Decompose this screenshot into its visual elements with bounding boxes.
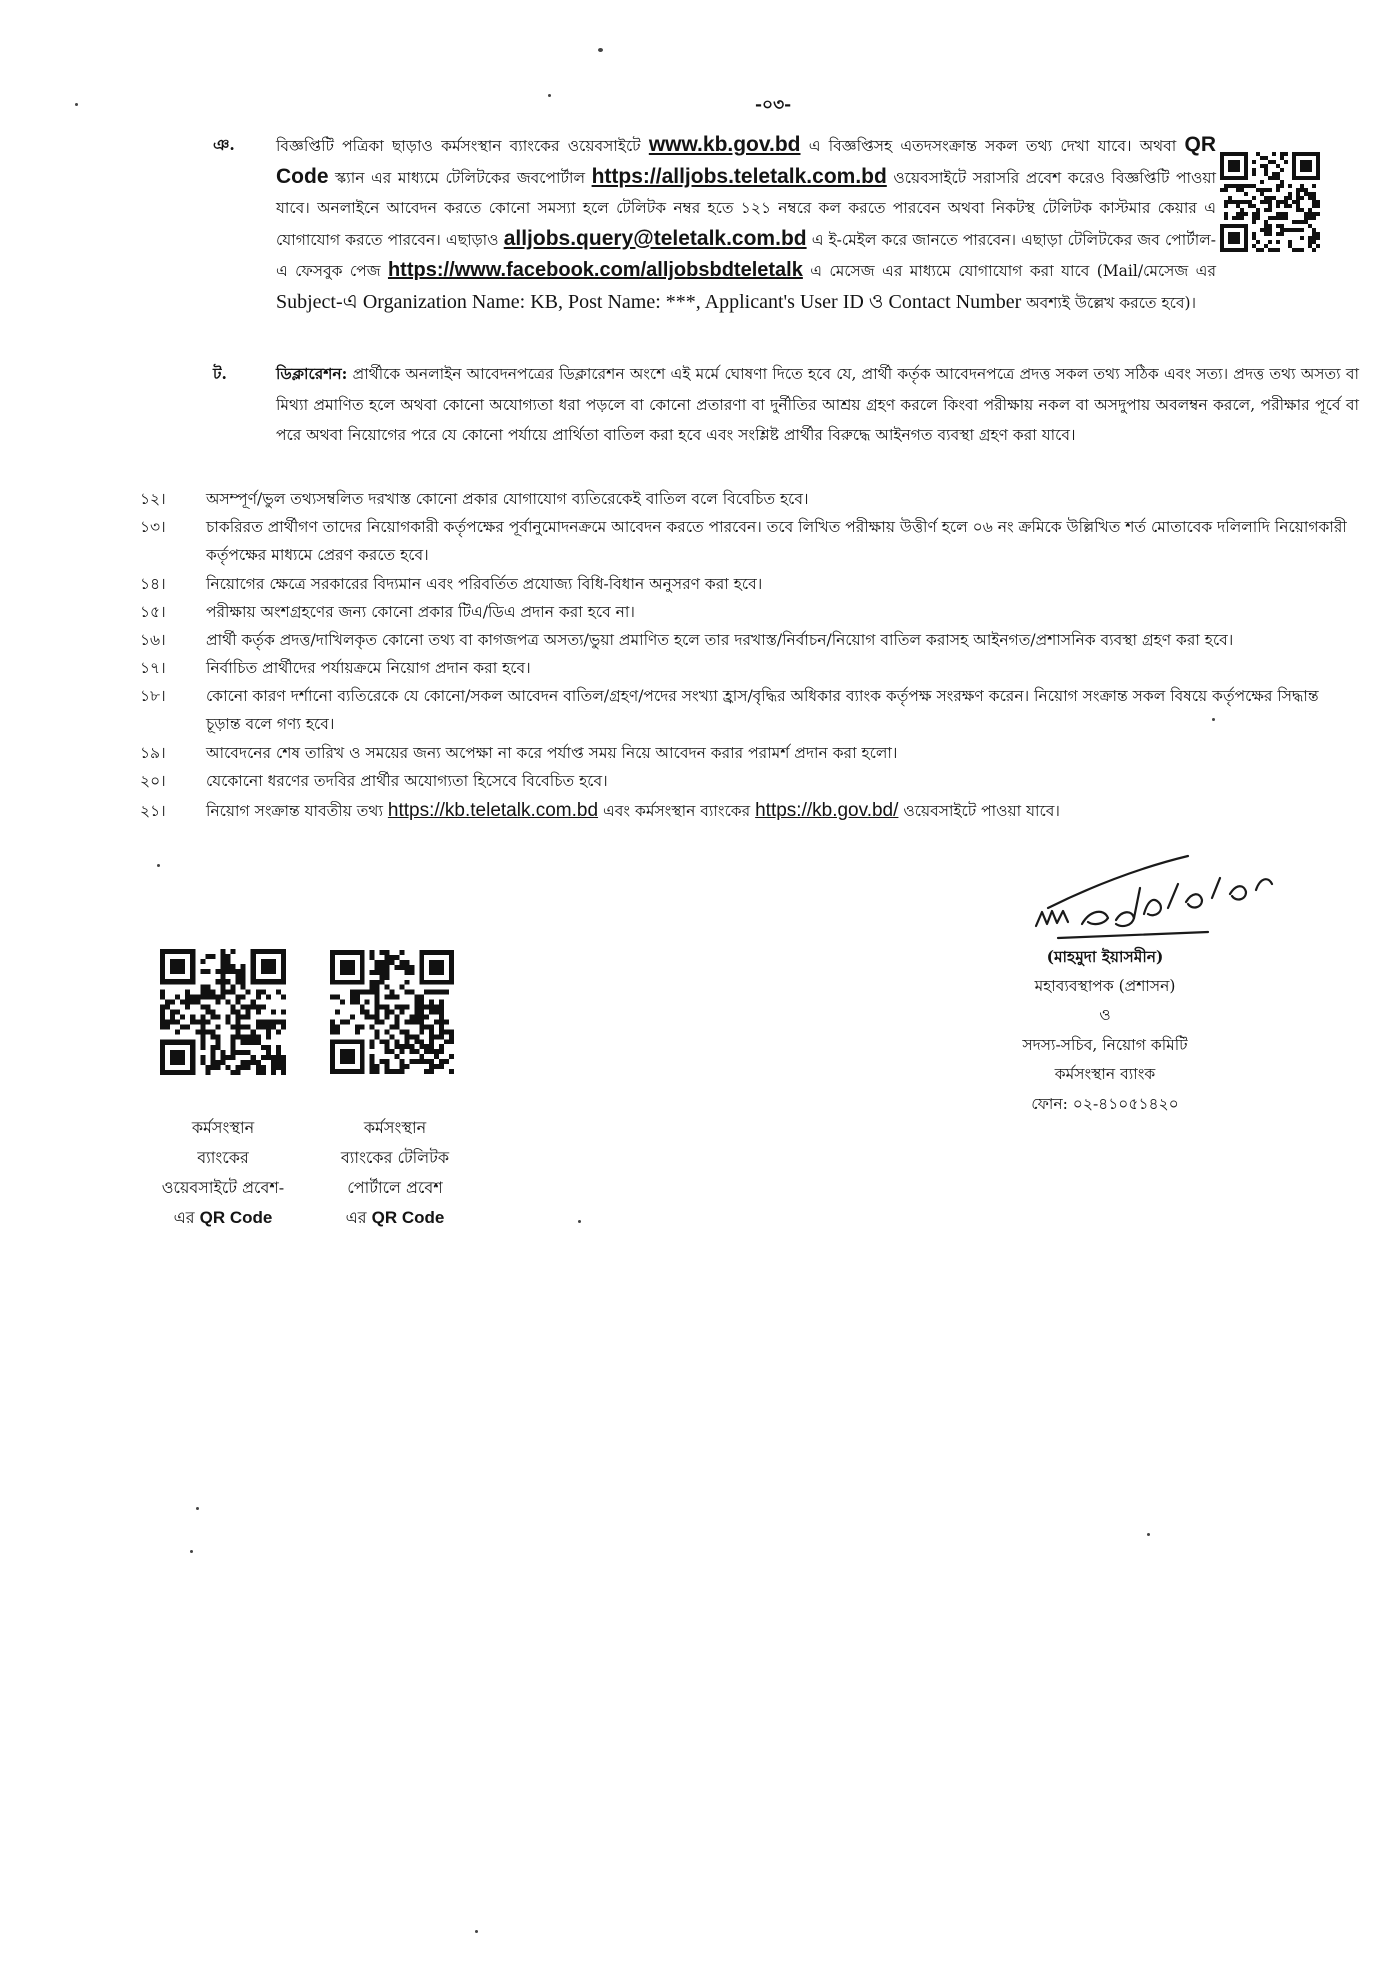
scan-speck (196, 1507, 199, 1510)
clause-marker: ট. (213, 364, 227, 383)
caption-line (310, 1203, 480, 1233)
rule-text: আবেদনের শেষ তারিখ ও সময়ের জন্য অপেক্ষা না করে পর্যাপ্ত সময় নিয়ে আবেদন করার পরামর্শ প্রদান করা হলো। (206, 744, 898, 762)
page-number: -০৩- (755, 95, 792, 115)
kb-website-link[interactable]: www.kb.gov.bd (648, 133, 801, 156)
rule-number: ১৮। (140, 687, 166, 705)
kb-website-qr-code (160, 948, 286, 1076)
rule-text: নিয়োগের ক্ষেত্রে সরকারের বিদ্যমান এবং পরিবর্তিত প্রযোজ্য বিধি-বিধান অনুসরণ করা হবে। (206, 575, 763, 593)
signatory-role: সদস্য-সচিব, নিয়োগ কমিটি (1022, 1035, 1188, 1054)
scan-speck (548, 94, 551, 97)
caption-line: ওয়েবসাইটে প্রবেশ- (161, 1178, 285, 1197)
qr-code-icon (160, 948, 286, 1076)
rule-text (206, 797, 1356, 825)
subject-instruction: Subject-এ Organization Name: KB, Post Name: ***, Applicant's User ID ও Contact Number (276, 290, 1022, 313)
declaration-label: ডিক্লারেশন: (276, 364, 348, 383)
clause-text: এ মেসেজ এর মাধ্যমে যোগাযোগ করা যাবে (Mail/মেসেজ এর (802, 262, 1216, 280)
rule-number: ১৫। (140, 603, 166, 621)
teletalk-query-email-link[interactable]: alljobs.query@teletalk.com.bd (503, 226, 807, 250)
qr-code-term: QR Code (276, 133, 1216, 188)
declaration-text: প্রার্থীকে অনলাইন আবেদনপত্রের ডিক্লারেশন অংশে এই মর্মে ঘোষণা দিতে হবে যে, প্রার্থী কর্তৃক আবেদনপত্রে প্রদত্ত সকল তথ্য সঠিক এবং সত্য। প্রদত্ত তথ্য অসত্য বা মিথ্যা প্রমাণিত হলে অথবা কোনো অযোগ্যতা ধরা পড়লে বা কোনো প্রতারণা বা দুর্নীতির আশ্রয় গ্রহণ করলে কিংবা পরীক্ষায় নকল বা অসদুপায় অবলম্বন করলে, পরীক্ষার পূর্বে বা পরে অথবা নিয়োগের পরে যে কোনো পর্যায়ে প্রার্থিতা বাতিল করা হবে এবং সংশ্লিষ্ট প্রার্থীর বিরুদ্ধে আইনগত ব্যবস্থা গ্রহণ করা যাবে। (276, 365, 1359, 444)
handwritten-signature (1018, 848, 1283, 948)
kb-gov-link[interactable]: https://kb.gov.bd/ (755, 800, 899, 821)
caption-code: QR Code (199, 1208, 273, 1227)
facebook-page-link[interactable]: https://www.facebook.com/alljobsbdteletalk (387, 259, 803, 281)
clause-text: এ বিজ্ঞপ্তিসহ এতদসংক্রান্ত সকল তথ্য দেখা যাবে। অথবা (800, 137, 1185, 155)
rule-text: নির্বাচিত প্রার্থীদের পর্যায়ক্রমে নিয়োগ প্রদান করা হবে। (206, 659, 531, 677)
signatory-organization: কর্মসংস্থান ব্যাংক (1054, 1065, 1156, 1083)
signatory-name: (মাহমুদা ইয়াসমীন) (1046, 947, 1164, 966)
rule-number: ১৭। (140, 659, 166, 677)
clause-marker: ঞ. (213, 135, 235, 154)
signatory-conjunction: ও (1099, 1006, 1111, 1024)
signatory-phone: ফোন: ০২-৪১০৫১৪২০ (1031, 1094, 1179, 1113)
clause-text: অবশ্যই উল্লেখ করতে হবে)। (1021, 293, 1197, 312)
teletalk-jobs-portal-link[interactable]: https://alljobs.teletalk.com.bd (591, 164, 887, 188)
clause-text: এ ই-মেইল করে জানতে পারবেন। এছাড়া টেলিটকের জব পোর্টাল-এ ফেসবুক পেজ (276, 230, 1216, 280)
scan-speck (157, 864, 160, 867)
caption-line: কর্মসংস্থান (191, 1118, 255, 1137)
rule-text: পরীক্ষায় অংশগ্রহণের জন্য কোনো প্রকার টিএ/ডিএ প্রদান করা হবে না। (206, 603, 635, 621)
rule-text-part: এবং কর্মসংস্থান ব্যাংকের (598, 802, 756, 820)
caption-line: কর্মসংস্থান (363, 1118, 427, 1137)
rule-number: ১৩। (140, 518, 166, 536)
caption-line: ব্যাংকের টেলিটক (340, 1148, 450, 1167)
qr-code-icon (1220, 152, 1320, 252)
teletalk-qr-caption (310, 1113, 480, 1233)
rule-text-part: ওয়েবসাইটে পাওয়া যাবে। (898, 802, 1060, 820)
scan-speck (598, 48, 603, 52)
rule-text: যেকোনো ধরণের তদবির প্রার্থীর অযোগ্যতা হিসেবে বিবেচিত হবে। (206, 772, 608, 790)
clause-text: স্ক্যান এর মাধ্যমে টেলিটকের জবপোর্টাল (328, 168, 592, 187)
clause-body (276, 359, 1359, 451)
scan-speck (578, 1220, 581, 1223)
rule-text: অসম্পূর্ণ/ভুল তথ্যসম্বলিত দরখাস্ত কোনো প্রকার যোগাযোগ ব্যতিরেকেই বাতিল বলে বিবেচিত হবে। (206, 490, 809, 508)
rule-text: কোনো কারণ দর্শানো ব্যতিরেকে যে কোনো/সকল আবেদন বাতিল/গ্রহণ/পদের সংখ্যা হ্রাস/বৃদ্ধির অধিকার ব্যাংক কর্তৃপক্ষ সংরক্ষণ করেন। নিয়োগ সংক্রান্ত সকল বিষয়ে কর্তৃপক্ষের সিদ্ধান্ত চূড়ান্ত বলে গণ্য হবে। (206, 687, 1319, 733)
clause-text: বিজ্ঞপ্তিটি পত্রিকা ছাড়াও কর্মসংস্থান ব্যাংকের ওয়েবসাইটে (276, 137, 649, 155)
teletalk-portal-qr-code (330, 948, 454, 1076)
rule-text: প্রার্থী কর্তৃক প্রদত্ত/দাখিলকৃত কোনো তথ্য বা কাগজপত্র অসত্য/ভুয়া প্রমাণিত হলে তার দরখাস্ত/নির্বাচন/নিয়োগ বাতিল করাসহ আইনগত/প্রশাসনিক ব্যবস্থা গ্রহণ করা হবে। (206, 631, 1234, 649)
rule-number: ১৪। (140, 575, 166, 593)
signatory-block (965, 942, 1245, 1119)
scan-speck (75, 103, 78, 106)
rule-number: ১৯। (140, 744, 166, 762)
rule-text-part: নিয়োগ সংক্রান্ত যাবতীয় তথ্য (206, 802, 388, 820)
caption-code: QR Code (371, 1208, 445, 1227)
qr-code-image (1220, 152, 1320, 252)
clause-body (276, 130, 1216, 318)
caption-line: পোর্টালে প্রবেশ (347, 1178, 443, 1197)
signatory-designation: মহাব্যবস্থাপক (প্রশাসন) (1034, 976, 1176, 995)
caption-text: এর (173, 1208, 200, 1227)
caption-line: ব্যাংকের (197, 1148, 249, 1167)
rule-number: ১২। (140, 490, 166, 508)
clause-text: ওয়েবসাইটে সরাসরি প্রবেশ করেও বিজ্ঞপ্তিটি পাওয়া যাবে। অনলাইনে আবেদন করতে কোনো সমস্যা হলে টেলিটক নম্বর হতে ১২১ নম্বরে কল করতে পারবেন অথবা নিকটস্থ টেলিটক কাস্টমার কেয়ার এ যোগাযোগ করতে পারবেন। এছাড়াও (276, 168, 1216, 249)
rule-number: ২১। (140, 802, 166, 820)
rule-text: চাকরিরত প্রার্থীগণ তাদের নিয়োগকারী কর্তৃপক্ষের পূর্বানুমোদনক্রমে আবেদন করতে পারবেন। তবে লিখিত পরীক্ষায় উত্তীর্ণ হলে ০৬ নং ক্রমিকে উল্লিখিত শর্ত মোতাবেক দলিলাদি নিয়োগকারী কর্তৃপক্ষের মাধ্যমে প্রেরণ করতে হবে। (206, 518, 1347, 564)
rule-number: ১৬। (140, 631, 166, 649)
scan-speck (190, 1550, 193, 1553)
qr-code-icon (330, 948, 454, 1076)
kb-teletalk-link[interactable]: https://kb.teletalk.com.bd (387, 800, 599, 821)
scan-speck (475, 1930, 478, 1933)
scan-speck (1147, 1533, 1150, 1536)
caption-line (138, 1203, 308, 1233)
caption-text: এর (345, 1208, 372, 1227)
rule-number: ২০। (140, 772, 166, 790)
kb-qr-caption (138, 1113, 308, 1233)
